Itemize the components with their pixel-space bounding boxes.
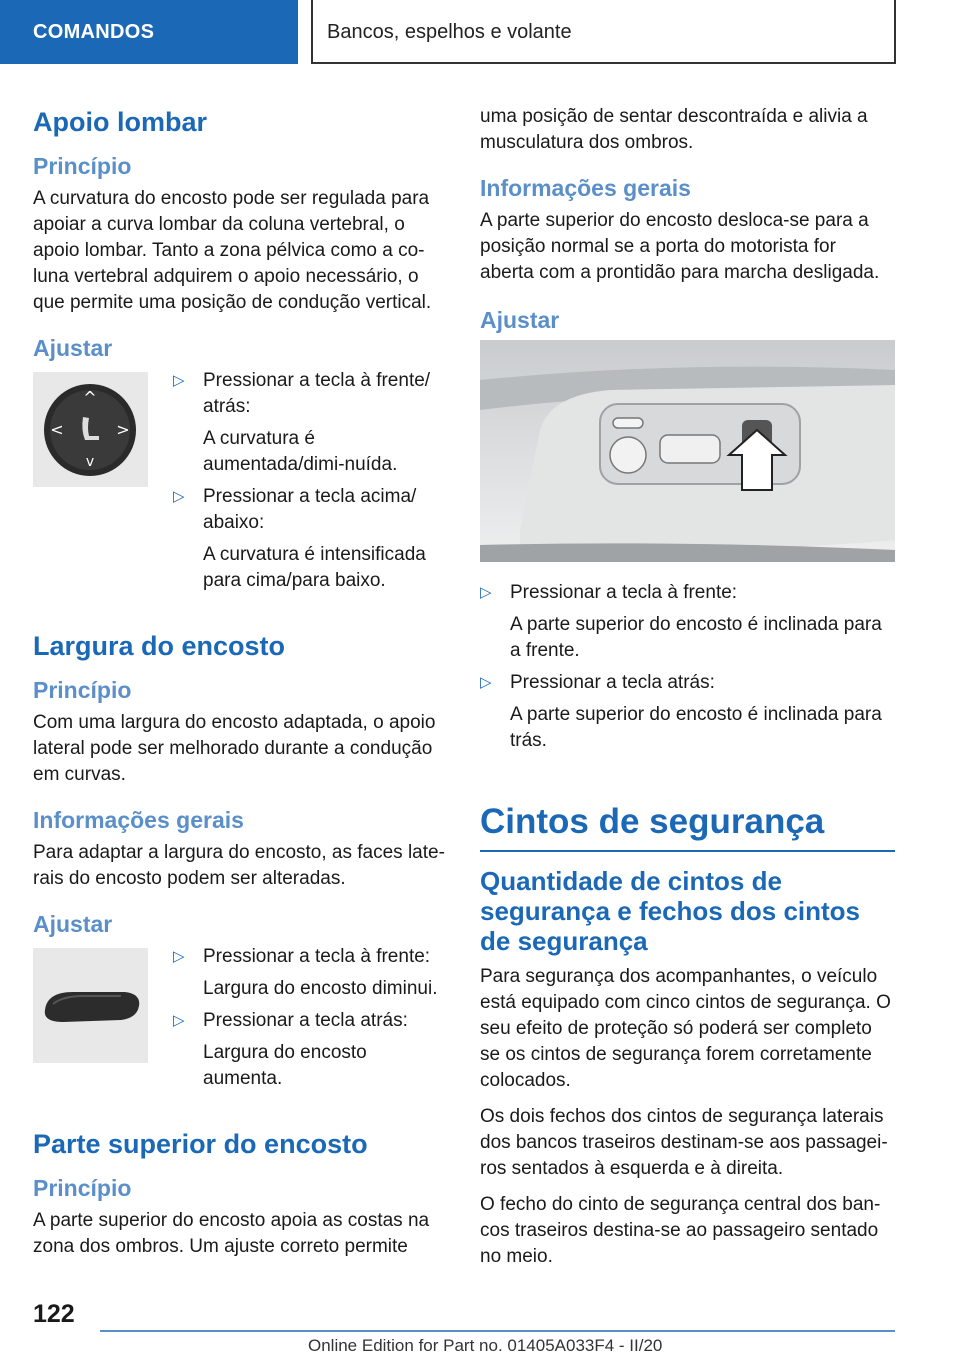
list-item bbox=[480, 670, 895, 760]
step-action: Pressionar a tecla acima/ abaixo: bbox=[203, 486, 417, 533]
paragraph: A parte superior do encosto desloca-se para a posição normal se a porta do motorista for aberta com a prontidão para marcha desligada. bbox=[480, 210, 880, 283]
heading-largura: Largura do encosto bbox=[33, 631, 286, 661]
heading-principio: Princípio bbox=[33, 1175, 132, 1201]
triangle-bullet-icon: ▷ bbox=[480, 584, 492, 601]
step-result: A curvatura é intensificada para cima/para baixo. bbox=[203, 544, 426, 591]
triangle-bullet-icon: ▷ bbox=[173, 1012, 185, 1029]
page-header bbox=[0, 0, 960, 66]
heading-ajustar: Ajustar bbox=[33, 335, 113, 361]
step-result: A curvatura é aumentada/dimi-nuída. bbox=[203, 428, 398, 475]
chapter-title: Bancos, espelhos e volante bbox=[311, 0, 896, 64]
right-column bbox=[480, 96, 895, 1280]
heading-apoio-lombar: Apoio lombar bbox=[33, 107, 207, 137]
triangle-bullet-icon: ▷ bbox=[173, 948, 185, 965]
paragraph: Com uma largura do encosto adaptada, o apoio lateral pode ser melhorado durante a condução em curvas. bbox=[33, 712, 436, 785]
heading-informacoes: Informações gerais bbox=[33, 807, 244, 833]
step-result: A parte superior do encosto é inclinada para a frente. bbox=[510, 614, 882, 661]
seat-controls-photo bbox=[480, 340, 895, 562]
step-action: Pressionar a tecla à frente: bbox=[203, 946, 431, 967]
step-action: Pressionar a tecla atrás: bbox=[510, 672, 715, 693]
width-adjust-row bbox=[33, 944, 445, 1098]
heading-cintos: Cintos de segurança bbox=[480, 800, 895, 852]
list-item bbox=[480, 580, 895, 670]
heading-ajustar: Ajustar bbox=[480, 307, 560, 333]
paragraph: Para adaptar a largura do encosto, as faces late-rais do encosto podem ser alteradas. bbox=[33, 842, 445, 889]
step-action: Pressionar a tecla à frente/ atrás: bbox=[203, 370, 431, 417]
paragraph: Os dois fechos dos cintos de segurança laterais dos bancos traseiros destinam-se aos passagei-ros sentados à esquerda e à direita. bbox=[480, 1106, 888, 1179]
step-action: Pressionar a tecla atrás: bbox=[203, 1010, 408, 1031]
heading-principio: Princípio bbox=[33, 153, 132, 179]
list-item bbox=[173, 484, 445, 600]
heading-informacoes: Informações gerais bbox=[480, 175, 691, 201]
paragraph: Para segurança dos acompanhantes, o veículo está equipado com cinco cintos de segurança. O seu efeito de proteção só poderá ser completo se os cintos de segurança forem corretamente colocados. bbox=[480, 966, 891, 1091]
triangle-bullet-icon: ▷ bbox=[173, 372, 185, 389]
heading-ajustar: Ajustar bbox=[33, 911, 113, 937]
triangle-bullet-icon: ▷ bbox=[480, 674, 492, 691]
lumbar-steps bbox=[173, 368, 445, 600]
heading-principio: Princípio bbox=[33, 677, 132, 703]
paragraph: O fecho do cinto de segurança central dos ban-cos traseiros destina-se ao passageiro sentado no meio. bbox=[480, 1194, 881, 1267]
footer-divider bbox=[100, 1330, 895, 1332]
svg-text:>: > bbox=[116, 420, 130, 439]
lumbar-adjust-row bbox=[33, 368, 445, 600]
paragraph: A curvatura do encosto pode ser regulada para apoiar a curva lombar da coluna vertebral, o apoio lombar. Tanto a zona pélvica como a co-luna vertebral adquirem o apoio necessário, o que permite uma posição de condução vertical. bbox=[33, 188, 432, 313]
page-number: 122 bbox=[33, 1300, 75, 1328]
section-tab: COMANDOS bbox=[0, 0, 298, 64]
left-column bbox=[33, 96, 445, 1270]
width-steps bbox=[173, 944, 445, 1098]
heading-quantidade-cintos: Quantidade de cintos de segurança e fechos dos cintos de segurança bbox=[480, 866, 861, 956]
list-item bbox=[173, 1008, 445, 1098]
list-item bbox=[173, 368, 445, 484]
lumbar-control-image bbox=[33, 372, 148, 487]
step-action: Pressionar a tecla à frente: bbox=[510, 582, 738, 603]
heading-parte-superior: Parte superior do encosto bbox=[33, 1129, 368, 1159]
svg-text:^: ^ bbox=[83, 388, 97, 407]
step-result: Largura do encosto aumenta. bbox=[203, 1042, 367, 1089]
paragraph: A parte superior do encosto apoia as costas na zona dos ombros. Um ajuste correto permite bbox=[33, 1210, 430, 1257]
paragraph: uma posição de sentar descontraída e alivia a musculatura dos ombros. bbox=[480, 106, 868, 153]
edition-text: Online Edition for Part no. 01405A033F4 - II/20 bbox=[308, 1336, 663, 1355]
step-result: Largura do encosto diminui. bbox=[203, 978, 438, 999]
width-control-image bbox=[33, 948, 148, 1063]
triangle-bullet-icon: ▷ bbox=[173, 488, 185, 505]
svg-text:v: v bbox=[85, 454, 95, 470]
list-item bbox=[173, 944, 445, 1008]
svg-text:<: < bbox=[50, 420, 64, 439]
step-result: A parte superior do encosto é inclinada para trás. bbox=[510, 704, 882, 751]
